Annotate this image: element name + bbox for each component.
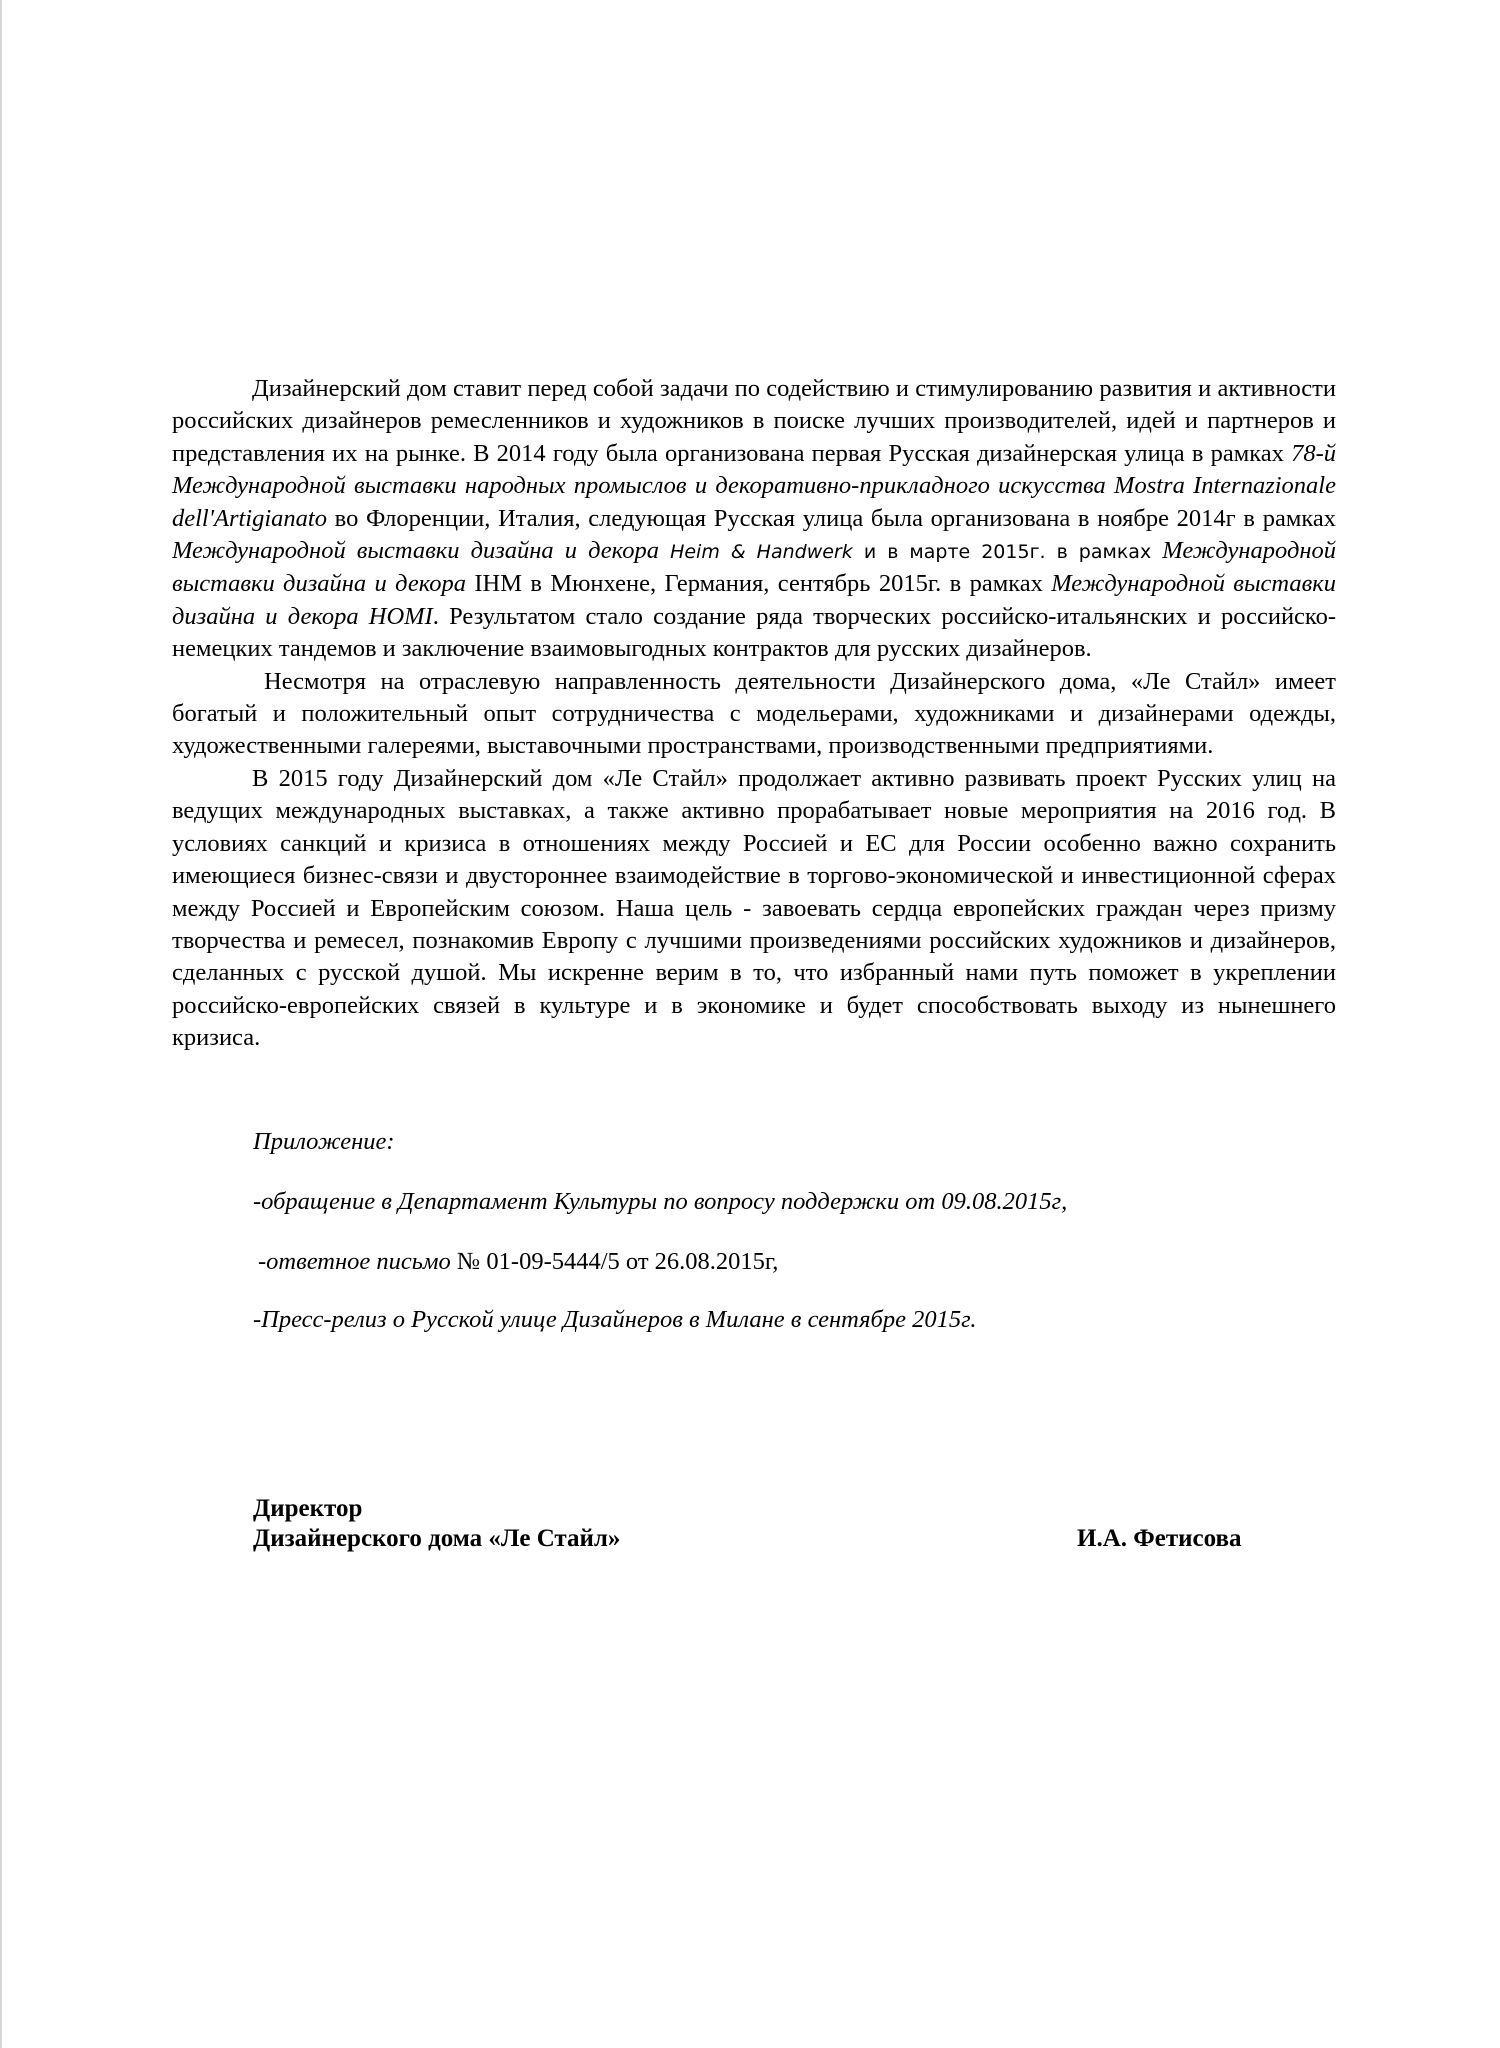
attachment-item-2 bbox=[258, 1247, 778, 1277]
page-edge bbox=[0, 0, 2, 2048]
paragraph-3: В 2015 году Дизайнерский дом «Ле Стайл» продолжает активно развивать проект Русских улиц на ведущих международных выставках, а также активно прорабатывает новые мероприятия на 2016 год. В условиях санкций и кризиса в отношениях между Россией и ЕС для России особенно важно сохранить имеющиеся бизнес-связи и двустороннее взаимодействие в торгово-экономической и инвестиционной сферах между Россией и Европейским союзом. Наша цель - завоевать сердца европейских граждан через призму творчества и ремесел, познакомив Европу с лучшими произведениями российских художников и дизайнеров, сделанных с русской душой. Мы искренне верим в то, что избранный нами путь поможет в укреплении российско-европейских связей в культуре и в экономике и будет способствовать выходу из нынешнего кризиса. bbox=[172, 764, 1336, 1052]
paragraph-1 bbox=[172, 373, 1336, 666]
signature-organization: Дизайнерского дома «Ле Стайл» bbox=[253, 1525, 621, 1552]
exhibition-heim-title: Международной выставки дизайна и декора bbox=[172, 537, 659, 565]
attachment-item-3: -Пресс-релиз о Русской улице Дизайнеров в Милане в сентябре 2015г. bbox=[253, 1306, 977, 1333]
paragraph-1-text: Дизайнерский дом ставит перед собой задачи по содействию и стимулированию развития и активности российских дизайнеров ремесленников и художников в поиске лучших производителей, идей и партнеров и представления их на рынке. В 2014 году была организована первая Русская дизайнерская улица в рамках bbox=[172, 375, 1336, 467]
attachments-heading: Приложение: bbox=[253, 1128, 395, 1155]
attachment-item-2-suffix: № 01-09-5444/5 от 26.08.2015г, bbox=[456, 1248, 779, 1275]
attachment-item-2-prefix: -ответное письмо bbox=[258, 1248, 451, 1275]
signature-name: И.А. Фетисова bbox=[1077, 1525, 1242, 1552]
attachment-item-1: -обращение в Департамент Культуры по вопросу поддержки от 09.08.2015г, bbox=[253, 1188, 1068, 1215]
letter-body bbox=[172, 373, 1336, 1055]
paragraph-1-text-3: и в марте 2015г. в рамках bbox=[863, 541, 1152, 564]
paragraph-1-text-5: . Результатом стало создание ряда творческих российско-итальянских и российско-немецких тандемов и заключение взаимовыгодных контрактов для русских дизайнеров. bbox=[172, 602, 1337, 663]
paragraph-1-text-2: во Флоренции, Италия, следующая Русская улица была организована в ноябре 2014г в рамках bbox=[326, 504, 1336, 532]
paragraph-2: Несмотря на отраслевую направленность деятельности Дизайнерского дома, «Ле Стайл» имеет богатый и положительный опыт сотрудничества с модельерами, художниками и дизайнерами одежды, художественными галереями, выставочными пространствами, производственными предприятиями. bbox=[172, 667, 1336, 760]
exhibition-homi: Международной выставки дизайна и декора HOMI bbox=[172, 570, 1337, 630]
signature-title: Директор bbox=[253, 1495, 363, 1522]
exhibition-heim-name: Heim & Handwerk bbox=[670, 541, 853, 564]
exhibition-ihm-title: Международной выставки дизайна и декора bbox=[172, 537, 1336, 598]
paragraph-1-text-4: IHM в Мюнхене, Германия, сентябрь 2015г. в рамках bbox=[466, 570, 1052, 598]
exhibition-florence: 78-й Международной выставки народных промыслов и декоративно-прикладного искусства Mostra Internazionale dell'Artigianato bbox=[172, 439, 1336, 532]
